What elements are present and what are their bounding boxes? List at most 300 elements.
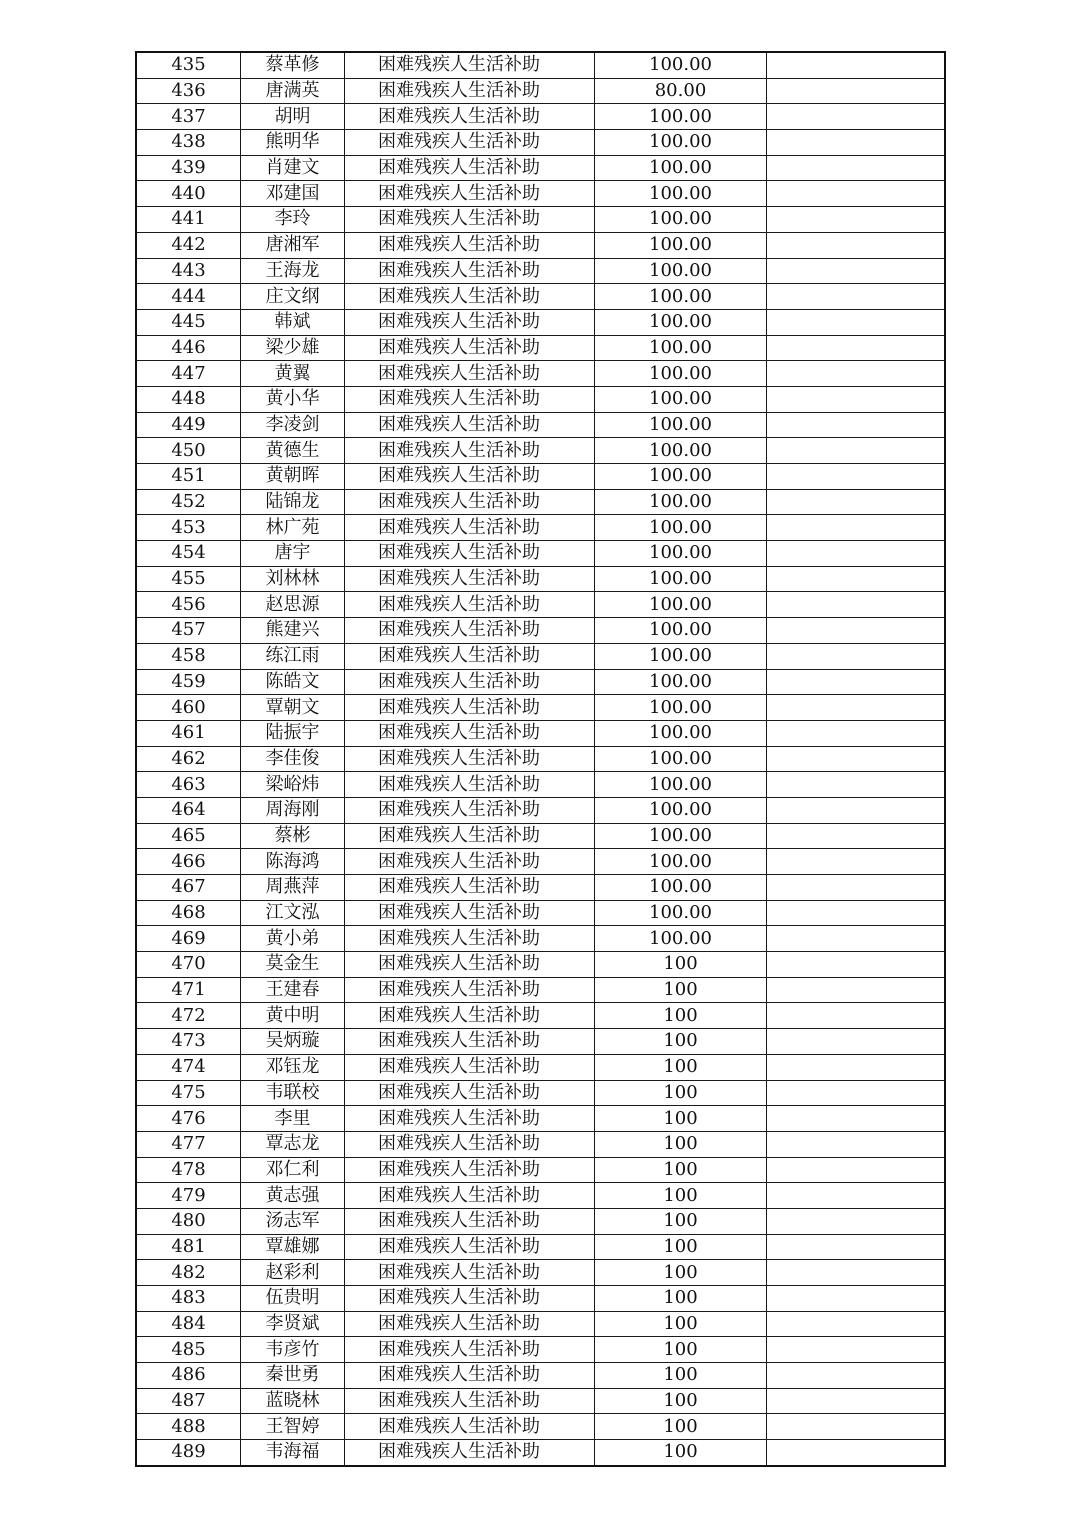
serial-number-cell: 465 [136,823,241,849]
table-row [136,541,945,567]
subsidy-item-cell: 困难残疾人生活补助 [345,361,595,387]
recipient-name-cell: 汤志军 [241,1208,345,1234]
recipient-name-cell: 梁少雄 [241,335,345,361]
table-row [136,618,945,644]
amount-cell: 100.00 [595,335,767,361]
note-cell [767,875,946,901]
subsidy-item-cell: 困难残疾人生活补助 [345,335,595,361]
subsidy-item-cell: 困难残疾人生活补助 [345,952,595,978]
recipient-name-cell: 蓝晓林 [241,1388,345,1414]
subsidy-item-cell: 困难残疾人生活补助 [345,515,595,541]
subsidy-item-cell: 困难残疾人生活补助 [345,875,595,901]
amount-cell: 100.00 [595,772,767,798]
table-body [136,52,945,1466]
amount-cell: 100.00 [595,309,767,335]
recipient-name-cell: 黄小华 [241,386,345,412]
recipient-name-cell: 周燕萍 [241,875,345,901]
note-cell [767,207,946,233]
recipient-name-cell: 陈海鸿 [241,849,345,875]
note-cell [767,1311,946,1337]
serial-number-cell: 446 [136,335,241,361]
recipient-name-cell: 邓仁利 [241,1157,345,1183]
subsidy-item-cell: 困难残疾人生活补助 [345,720,595,746]
table-row [136,1131,945,1157]
note-cell [767,412,946,438]
amount-cell: 100.00 [595,720,767,746]
recipient-name-cell: 李凌剑 [241,412,345,438]
note-cell [767,1337,946,1363]
amount-cell: 100.00 [595,489,767,515]
recipient-name-cell: 黄中明 [241,1003,345,1029]
amount-cell: 100.00 [595,130,767,156]
subsidy-item-cell: 困难残疾人生活补助 [345,823,595,849]
note-cell [767,695,946,721]
amount-cell: 100 [595,1440,767,1466]
note-cell [767,746,946,772]
serial-number-cell: 482 [136,1260,241,1286]
serial-number-cell: 467 [136,875,241,901]
recipient-name-cell: 韦彦竹 [241,1337,345,1363]
amount-cell: 100 [595,952,767,978]
serial-number-cell: 440 [136,181,241,207]
recipient-name-cell: 周海刚 [241,797,345,823]
subsidy-item-cell: 困难残疾人生活补助 [345,1131,595,1157]
note-cell [767,643,946,669]
table-row [136,258,945,284]
subsidy-item-cell: 困难残疾人生活补助 [345,1080,595,1106]
note-cell [767,1054,946,1080]
amount-cell: 100 [595,1388,767,1414]
serial-number-cell: 447 [136,361,241,387]
note-cell [767,797,946,823]
subsidy-item-cell: 困难残疾人生活补助 [345,258,595,284]
table-row [136,849,945,875]
subsidy-table [135,51,946,1467]
amount-cell: 100.00 [595,207,767,233]
table-row [136,1414,945,1440]
amount-cell: 100 [595,1003,767,1029]
serial-number-cell: 489 [136,1440,241,1466]
amount-cell: 100.00 [595,232,767,258]
recipient-name-cell: 王智婷 [241,1414,345,1440]
table-row [136,1029,945,1055]
recipient-name-cell: 唐宇 [241,541,345,567]
serial-number-cell: 454 [136,541,241,567]
subsidy-item-cell: 困难残疾人生活补助 [345,1234,595,1260]
recipient-name-cell: 王建春 [241,977,345,1003]
table-row [136,361,945,387]
amount-cell: 100 [595,1260,767,1286]
recipient-name-cell: 莫金生 [241,952,345,978]
subsidy-item-cell: 困难残疾人生活补助 [345,52,595,78]
serial-number-cell: 438 [136,130,241,156]
recipient-name-cell: 邓钰龙 [241,1054,345,1080]
recipient-name-cell: 陆锦龙 [241,489,345,515]
note-cell [767,977,946,1003]
serial-number-cell: 457 [136,618,241,644]
note-cell [767,772,946,798]
note-cell [767,1029,946,1055]
recipient-name-cell: 黄德生 [241,438,345,464]
amount-cell: 100.00 [595,592,767,618]
table-row [136,566,945,592]
table-row [136,1003,945,1029]
table-row [136,977,945,1003]
note-cell [767,258,946,284]
serial-number-cell: 480 [136,1208,241,1234]
recipient-name-cell: 陆振宇 [241,720,345,746]
recipient-name-cell: 黄志强 [241,1183,345,1209]
subsidy-item-cell: 困难残疾人生活补助 [345,669,595,695]
recipient-name-cell: 唐满英 [241,78,345,104]
amount-cell: 100 [595,1337,767,1363]
subsidy-item-cell: 困难残疾人生活补助 [345,1106,595,1132]
table-row [136,335,945,361]
serial-number-cell: 459 [136,669,241,695]
recipient-name-cell: 黄朝晖 [241,464,345,490]
amount-cell: 100 [595,977,767,1003]
table-row [136,1363,945,1389]
subsidy-item-cell: 困难残疾人生活补助 [345,566,595,592]
amount-cell: 100.00 [595,541,767,567]
recipient-name-cell: 吴炳璇 [241,1029,345,1055]
subsidy-item-cell: 困难残疾人生活补助 [345,1311,595,1337]
serial-number-cell: 449 [136,412,241,438]
amount-cell: 100.00 [595,695,767,721]
subsidy-item-cell: 困难残疾人生活补助 [345,1029,595,1055]
note-cell [767,1414,946,1440]
table-row [136,797,945,823]
amount-cell: 100.00 [595,52,767,78]
table-row [136,926,945,952]
recipient-name-cell: 韦联校 [241,1080,345,1106]
recipient-name-cell: 王海龙 [241,258,345,284]
note-cell [767,900,946,926]
note-cell [767,1208,946,1234]
serial-number-cell: 437 [136,104,241,130]
table-row [136,875,945,901]
serial-number-cell: 481 [136,1234,241,1260]
table-row [136,772,945,798]
recipient-name-cell: 黄小弟 [241,926,345,952]
note-cell [767,438,946,464]
amount-cell: 100.00 [595,900,767,926]
serial-number-cell: 468 [136,900,241,926]
note-cell [767,541,946,567]
amount-cell: 100.00 [595,823,767,849]
table-row [136,1080,945,1106]
subsidy-item-cell: 困难残疾人生活补助 [345,155,595,181]
subsidy-item-cell: 困难残疾人生活补助 [345,1054,595,1080]
amount-cell: 100 [595,1208,767,1234]
serial-number-cell: 461 [136,720,241,746]
recipient-name-cell: 蔡彬 [241,823,345,849]
note-cell [767,566,946,592]
table-row [136,181,945,207]
recipient-name-cell: 黄翼 [241,361,345,387]
recipient-name-cell: 练江雨 [241,643,345,669]
recipient-name-cell: 江文泓 [241,900,345,926]
table-row [136,232,945,258]
serial-number-cell: 476 [136,1106,241,1132]
subsidy-item-cell: 困难残疾人生活补助 [345,1157,595,1183]
serial-number-cell: 485 [136,1337,241,1363]
serial-number-cell: 462 [136,746,241,772]
subsidy-item-cell: 困难残疾人生活补助 [345,412,595,438]
amount-cell: 100.00 [595,746,767,772]
serial-number-cell: 444 [136,284,241,310]
recipient-name-cell: 赵思源 [241,592,345,618]
amount-cell: 100.00 [595,181,767,207]
amount-cell: 100.00 [595,464,767,490]
subsidy-item-cell: 困难残疾人生活补助 [345,1003,595,1029]
recipient-name-cell: 陈皓文 [241,669,345,695]
table-row [136,309,945,335]
amount-cell: 100.00 [595,669,767,695]
serial-number-cell: 448 [136,386,241,412]
amount-cell: 100.00 [595,386,767,412]
subsidy-item-cell: 困难残疾人生活补助 [345,1363,595,1389]
amount-cell: 100 [595,1080,767,1106]
serial-number-cell: 463 [136,772,241,798]
amount-cell: 100.00 [595,618,767,644]
subsidy-item-cell: 困难残疾人生活补助 [345,104,595,130]
note-cell [767,104,946,130]
subsidy-item-cell: 困难残疾人生活补助 [345,1337,595,1363]
table-row [136,438,945,464]
amount-cell: 100 [595,1106,767,1132]
note-cell [767,1388,946,1414]
table-row [136,1157,945,1183]
serial-number-cell: 445 [136,309,241,335]
note-cell [767,155,946,181]
serial-number-cell: 475 [136,1080,241,1106]
note-cell [767,1183,946,1209]
recipient-name-cell: 覃雄娜 [241,1234,345,1260]
table-row [136,489,945,515]
note-cell [767,720,946,746]
table-row [136,284,945,310]
subsidy-item-cell: 困难残疾人生活补助 [345,489,595,515]
subsidy-item-cell: 困难残疾人生活补助 [345,541,595,567]
recipient-name-cell: 韦海福 [241,1440,345,1466]
table-row [136,1440,945,1466]
table-row [136,52,945,78]
subsidy-item-cell: 困难残疾人生活补助 [345,695,595,721]
subsidy-item-cell: 困难残疾人生活补助 [345,1260,595,1286]
note-cell [767,1286,946,1312]
amount-cell: 80.00 [595,78,767,104]
serial-number-cell: 435 [136,52,241,78]
table-row [136,1260,945,1286]
recipient-name-cell: 林广苑 [241,515,345,541]
subsidy-item-cell: 困难残疾人生活补助 [345,1286,595,1312]
serial-number-cell: 484 [136,1311,241,1337]
serial-number-cell: 439 [136,155,241,181]
note-cell [767,952,946,978]
subsidy-item-cell: 困难残疾人生活补助 [345,849,595,875]
note-cell [767,361,946,387]
recipient-name-cell: 覃朝文 [241,695,345,721]
amount-cell: 100 [595,1054,767,1080]
subsidy-item-cell: 困难残疾人生活补助 [345,592,595,618]
serial-number-cell: 469 [136,926,241,952]
note-cell [767,464,946,490]
table-row [136,207,945,233]
table-row [136,130,945,156]
note-cell [767,386,946,412]
note-cell [767,284,946,310]
serial-number-cell: 458 [136,643,241,669]
table-row [136,1311,945,1337]
serial-number-cell: 483 [136,1286,241,1312]
subsidy-item-cell: 困难残疾人生活补助 [345,926,595,952]
recipient-name-cell: 邓建国 [241,181,345,207]
amount-cell: 100 [595,1363,767,1389]
subsidy-item-cell: 困难残疾人生活补助 [345,464,595,490]
amount-cell: 100.00 [595,412,767,438]
note-cell [767,1080,946,1106]
table-row [136,592,945,618]
subsidy-item-cell: 困难残疾人生活补助 [345,772,595,798]
subsidy-item-cell: 困难残疾人生活补助 [345,232,595,258]
serial-number-cell: 471 [136,977,241,1003]
table-row [136,695,945,721]
subsidy-item-cell: 困难残疾人生活补助 [345,746,595,772]
amount-cell: 100 [595,1286,767,1312]
table-row [136,412,945,438]
recipient-name-cell: 庄文纲 [241,284,345,310]
serial-number-cell: 442 [136,232,241,258]
table-row [136,1106,945,1132]
subsidy-item-cell: 困难残疾人生活补助 [345,130,595,156]
table-row [136,669,945,695]
note-cell [767,1440,946,1466]
recipient-name-cell: 韩斌 [241,309,345,335]
subsidy-item-cell: 困难残疾人生活补助 [345,207,595,233]
table-row [136,515,945,541]
amount-cell: 100.00 [595,361,767,387]
subsidy-item-cell: 困难残疾人生活补助 [345,1388,595,1414]
recipient-name-cell: 胡明 [241,104,345,130]
recipient-name-cell: 唐湘军 [241,232,345,258]
recipient-name-cell: 李贤斌 [241,1311,345,1337]
serial-number-cell: 477 [136,1131,241,1157]
subsidy-item-cell: 困难残疾人生活补助 [345,643,595,669]
note-cell [767,130,946,156]
serial-number-cell: 466 [136,849,241,875]
serial-number-cell: 474 [136,1054,241,1080]
subsidy-item-cell: 困难残疾人生活补助 [345,618,595,644]
amount-cell: 100 [595,1131,767,1157]
table-row [136,900,945,926]
note-cell [767,592,946,618]
table-row [136,823,945,849]
recipient-name-cell: 蔡革修 [241,52,345,78]
note-cell [767,489,946,515]
serial-number-cell: 488 [136,1414,241,1440]
amount-cell: 100 [595,1311,767,1337]
subsidy-item-cell: 困难残疾人生活补助 [345,1440,595,1466]
amount-cell: 100.00 [595,258,767,284]
subsidy-item-cell: 困难残疾人生活补助 [345,797,595,823]
subsidy-item-cell: 困难残疾人生活补助 [345,386,595,412]
recipient-name-cell: 伍贵明 [241,1286,345,1312]
recipient-name-cell: 秦世勇 [241,1363,345,1389]
table-row [136,746,945,772]
table-row [136,1234,945,1260]
subsidy-item-cell: 困难残疾人生活补助 [345,78,595,104]
serial-number-cell: 436 [136,78,241,104]
subsidy-item-cell: 困难残疾人生活补助 [345,977,595,1003]
amount-cell: 100.00 [595,155,767,181]
note-cell [767,232,946,258]
note-cell [767,849,946,875]
note-cell [767,669,946,695]
recipient-name-cell: 肖建文 [241,155,345,181]
note-cell [767,618,946,644]
table-row [136,78,945,104]
note-cell [767,926,946,952]
amount-cell: 100.00 [595,849,767,875]
note-cell [767,78,946,104]
note-cell [767,1260,946,1286]
recipient-name-cell: 李里 [241,1106,345,1132]
note-cell [767,1106,946,1132]
serial-number-cell: 456 [136,592,241,618]
table-row [136,155,945,181]
note-cell [767,1131,946,1157]
amount-cell: 100 [595,1414,767,1440]
subsidy-item-cell: 困难残疾人生活补助 [345,900,595,926]
serial-number-cell: 460 [136,695,241,721]
table-row [136,1337,945,1363]
amount-cell: 100.00 [595,797,767,823]
recipient-name-cell: 李佳俊 [241,746,345,772]
amount-cell: 100 [595,1157,767,1183]
amount-cell: 100.00 [595,566,767,592]
serial-number-cell: 478 [136,1157,241,1183]
note-cell [767,1003,946,1029]
subsidy-item-cell: 困难残疾人生活补助 [345,181,595,207]
serial-number-cell: 451 [136,464,241,490]
table-row [136,464,945,490]
table-row [136,643,945,669]
amount-cell: 100 [595,1234,767,1260]
subsidy-item-cell: 困难残疾人生活补助 [345,309,595,335]
serial-number-cell: 450 [136,438,241,464]
serial-number-cell: 464 [136,797,241,823]
note-cell [767,515,946,541]
note-cell [767,335,946,361]
serial-number-cell: 452 [136,489,241,515]
amount-cell: 100.00 [595,926,767,952]
recipient-name-cell: 熊明华 [241,130,345,156]
table-row [136,1388,945,1414]
recipient-name-cell: 梁峪炜 [241,772,345,798]
table-row [136,1286,945,1312]
serial-number-cell: 473 [136,1029,241,1055]
serial-number-cell: 441 [136,207,241,233]
table-row [136,952,945,978]
table-row [136,104,945,130]
amount-cell: 100 [595,1183,767,1209]
subsidy-item-cell: 困难残疾人生活补助 [345,438,595,464]
serial-number-cell: 486 [136,1363,241,1389]
amount-cell: 100.00 [595,515,767,541]
note-cell [767,181,946,207]
note-cell [767,1234,946,1260]
